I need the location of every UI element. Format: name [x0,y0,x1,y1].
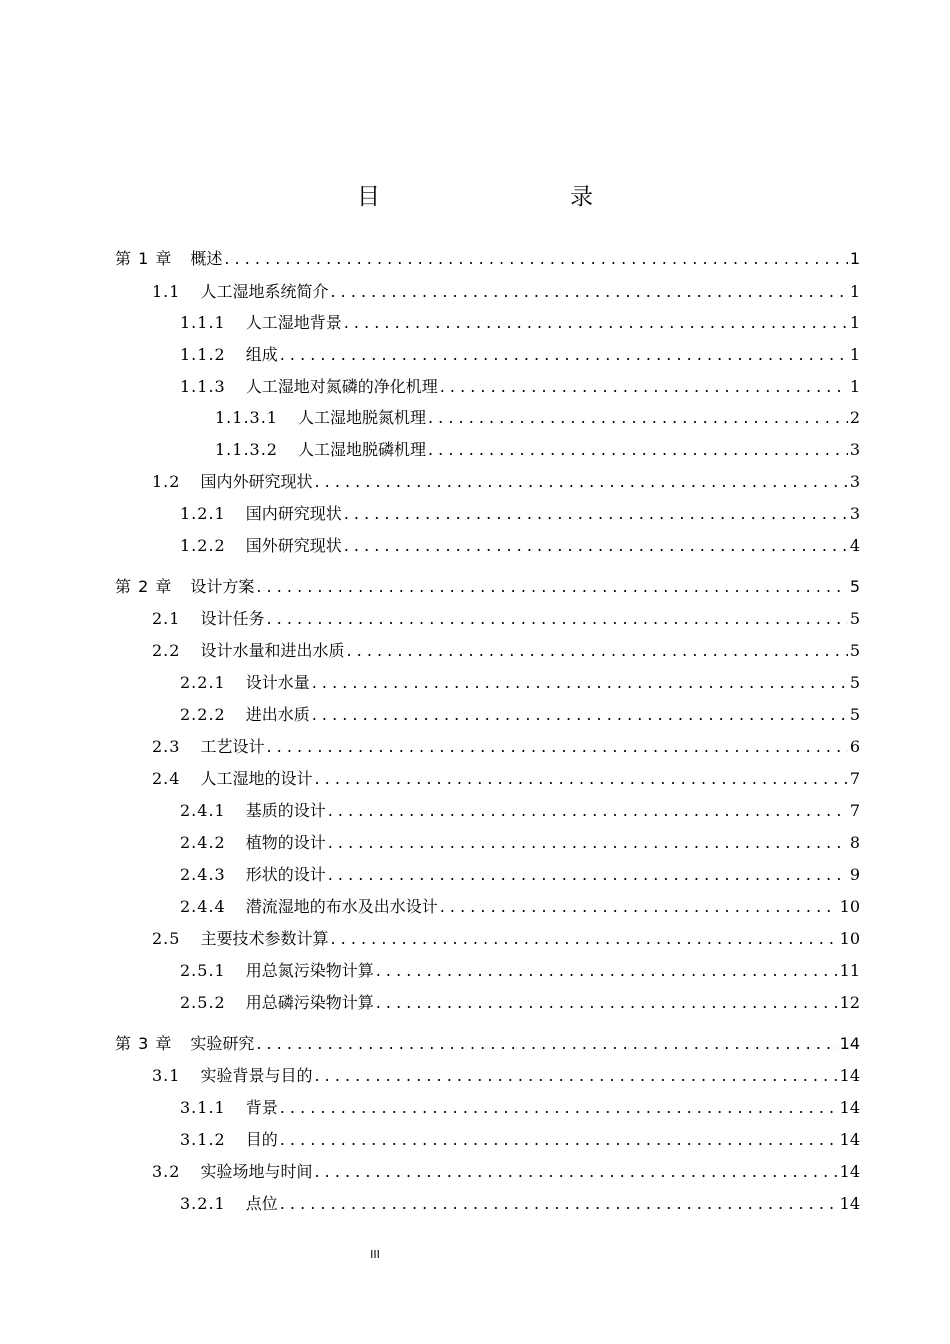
page-number-footer: III [370,1248,380,1261]
toc-leader-dots [344,534,848,558]
toc-leader-dots [330,927,837,951]
toc-entry-number: 1.1.3.1 [215,408,278,427]
toc-leader-dots [224,247,847,271]
toc-entry-number: 2.2.2 [180,705,226,724]
toc-entry-page: 7 [849,769,860,788]
toc-leader-dots [256,1032,837,1056]
toc-entry-page: 14 [839,1066,860,1085]
toc-entry-page: 5 [849,641,860,660]
toc-entry[interactable] [180,534,860,558]
toc-entry-page: 8 [849,833,860,852]
toc-entry-label: 概述 [190,249,223,268]
toc-entry[interactable] [180,959,860,983]
toc-entry[interactable] [180,311,860,335]
toc-leader-dots [312,671,848,695]
toc-entry-page: 5 [849,577,860,596]
toc-entry[interactable] [180,799,860,823]
toc-entry-label: 人工湿地对氮磷的净化机理 [245,377,438,396]
toc-entry-page: 14 [839,1162,860,1181]
toc-entry[interactable] [152,607,860,631]
toc-entry-number: 2.5.1 [180,961,226,980]
toc-entry-label: 基质的设计 [245,801,326,820]
toc-entry-page: 2 [849,408,860,427]
toc-entry-number: 3.1.2 [180,1130,226,1149]
toc-entry-label: 实验场地与时间 [200,1162,313,1181]
toc-entry-page: 3 [849,472,860,491]
toc-entry[interactable] [152,1160,860,1184]
toc-entry-label: 潜流湿地的布水及出水设计 [245,897,438,916]
toc-entry-label: 人工湿地系统简介 [200,282,329,301]
toc-leader-dots [440,895,838,919]
toc-entry-label: 组成 [245,345,278,364]
toc-entry-number: 2.2.1 [180,673,226,692]
toc-leader-dots [314,1160,837,1184]
toc-entry-number: 1.1.3 [180,377,226,396]
toc-entry[interactable] [115,247,860,271]
toc-entry[interactable] [180,375,860,399]
toc-entry[interactable] [152,767,860,791]
toc-entry-number: 3.1 [152,1066,181,1085]
toc-leader-dots [330,280,847,304]
toc-entry-label: 用总磷污染物计算 [245,993,374,1012]
toc-entry-number: 1.1.2 [180,345,226,364]
toc-entry[interactable] [180,863,860,887]
toc-entry-label: 目的 [245,1130,278,1149]
toc-leader-dots [328,831,848,855]
toc-entry-number: 第 2 章 [115,577,173,596]
toc-entry-label: 用总氮污染物计算 [245,961,374,980]
toc-entry[interactable] [115,1032,860,1056]
toc-entry-label: 实验背景与目的 [200,1066,313,1085]
toc-entry-number: 1.1.1 [180,313,226,332]
toc-entry-number: 1.1 [152,282,181,301]
toc-entry[interactable] [180,1192,860,1216]
toc-entry-page: 5 [849,705,860,724]
toc-entry-label: 点位 [245,1194,278,1213]
toc-entry-page: 5 [849,673,860,692]
toc-entry-page: 7 [849,801,860,820]
toc-entry-number: 1.2.1 [180,504,226,523]
toc-entry-label: 背景 [245,1098,278,1117]
toc-entry-page: 14 [839,1194,860,1213]
toc-entry-label: 工艺设计 [200,737,265,756]
toc-leader-dots [314,767,847,791]
toc-leader-dots [280,1192,838,1216]
toc-leader-dots [314,1064,837,1088]
toc-entry-number: 1.1.3.2 [215,440,278,459]
toc-entry-label: 设计任务 [200,609,265,628]
toc-entry-page: 11 [839,961,860,980]
toc-entry-number: 2.4.1 [180,801,226,820]
toc-leader-dots [376,959,838,983]
toc-entry-number: 2.4.2 [180,833,226,852]
toc-entry-number: 3.2.1 [180,1194,226,1213]
toc-entry-page: 1 [849,249,860,268]
toc-leader-dots [346,639,847,663]
toc-entry-page: 1 [849,313,860,332]
toc-entry-number: 1.2.2 [180,536,226,555]
toc-entry-number: 2.3 [152,737,181,756]
toc-entry-page: 5 [849,609,860,628]
toc-entry-page: 1 [849,282,860,301]
toc-entry-label: 人工湿地的设计 [200,769,313,788]
toc-entry-label: 形状的设计 [245,865,326,884]
toc-entry[interactable] [152,470,860,494]
toc-entry-number: 第 1 章 [115,249,173,268]
toc-entry[interactable] [180,1128,860,1152]
toc-entry-page: 10 [839,929,860,948]
toc-leader-dots [428,438,848,462]
toc-entry-number: 第 3 章 [115,1034,173,1053]
toc-leader-dots [428,406,848,430]
toc-entry-label: 植物的设计 [245,833,326,852]
toc-entry-label: 设计水量 [245,673,310,692]
toc-entry[interactable] [180,1096,860,1120]
toc-leader-dots [280,343,848,367]
toc-leader-dots [312,703,848,727]
toc-entry-number: 3.1.1 [180,1098,226,1117]
toc-entry[interactable] [180,991,860,1015]
toc-entry-number: 1.2 [152,472,181,491]
toc-entry-page: 14 [839,1034,860,1053]
toc-leader-dots [280,1128,838,1152]
toc-entry[interactable] [215,438,860,462]
toc-entry[interactable] [152,280,860,304]
toc-entry[interactable] [180,671,860,695]
toc-entry-label: 人工湿地脱氮机理 [297,408,426,427]
toc-entry-page: 12 [839,993,860,1012]
toc-entry[interactable] [180,703,860,727]
toc-entry-page: 10 [839,897,860,916]
toc-entry-number: 2.1 [152,609,181,628]
page-title: 目 录 [357,184,641,210]
toc-entry[interactable] [180,343,860,367]
toc-entry-number: 2.5.2 [180,993,226,1012]
toc-entry-page: 14 [839,1098,860,1117]
toc-entry-label: 设计方案 [190,577,255,596]
toc-leader-dots [344,502,848,526]
toc-entry-label: 国内外研究现状 [200,472,313,491]
toc-entry-label: 人工湿地脱磷机理 [297,440,426,459]
toc-entry[interactable] [152,735,860,759]
toc-entry-label: 进出水质 [245,705,310,724]
toc-entry[interactable] [115,575,860,599]
toc-entry[interactable] [180,502,860,526]
toc-leader-dots [280,1096,838,1120]
toc-entry-page: 9 [849,865,860,884]
toc-entry-number: 2.4.3 [180,865,226,884]
toc-leader-dots [376,991,838,1015]
toc-entry-label: 实验研究 [190,1034,255,1053]
toc-leader-dots [256,575,847,599]
toc-entry-page: 4 [849,536,860,555]
toc-entry-page: 3 [849,440,860,459]
toc-entry[interactable] [180,831,860,855]
toc-entry-number: 2.4.4 [180,897,226,916]
toc-leader-dots [440,375,848,399]
toc-entry-number: 2.5 [152,929,181,948]
toc-leader-dots [266,607,847,631]
toc-entry[interactable] [152,639,860,663]
toc-leader-dots [328,863,848,887]
toc-leader-dots [266,735,847,759]
toc-entry-label: 主要技术参数计算 [200,929,329,948]
toc-entry-label: 国内研究现状 [245,504,342,523]
toc-entry-page: 1 [849,377,860,396]
toc-entry[interactable] [152,927,860,951]
toc-leader-dots [328,799,848,823]
toc-entry-label: 国外研究现状 [245,536,342,555]
toc-leader-dots [344,311,848,335]
toc-entry-number: 3.2 [152,1162,181,1181]
toc-entry-label: 人工湿地背景 [245,313,342,332]
toc-entry-number: 2.4 [152,769,181,788]
toc-entry-page: 3 [849,504,860,523]
toc-leader-dots [314,470,847,494]
toc-entry-page: 14 [839,1130,860,1149]
toc-entry[interactable] [152,1064,860,1088]
toc-entry-label: 设计水量和进出水质 [200,641,345,660]
toc-entry-page: 1 [849,345,860,364]
toc-entry-page: 6 [849,737,860,756]
toc-entry-number: 2.2 [152,641,181,660]
toc-entry[interactable] [180,895,860,919]
toc-entry[interactable] [215,406,860,430]
